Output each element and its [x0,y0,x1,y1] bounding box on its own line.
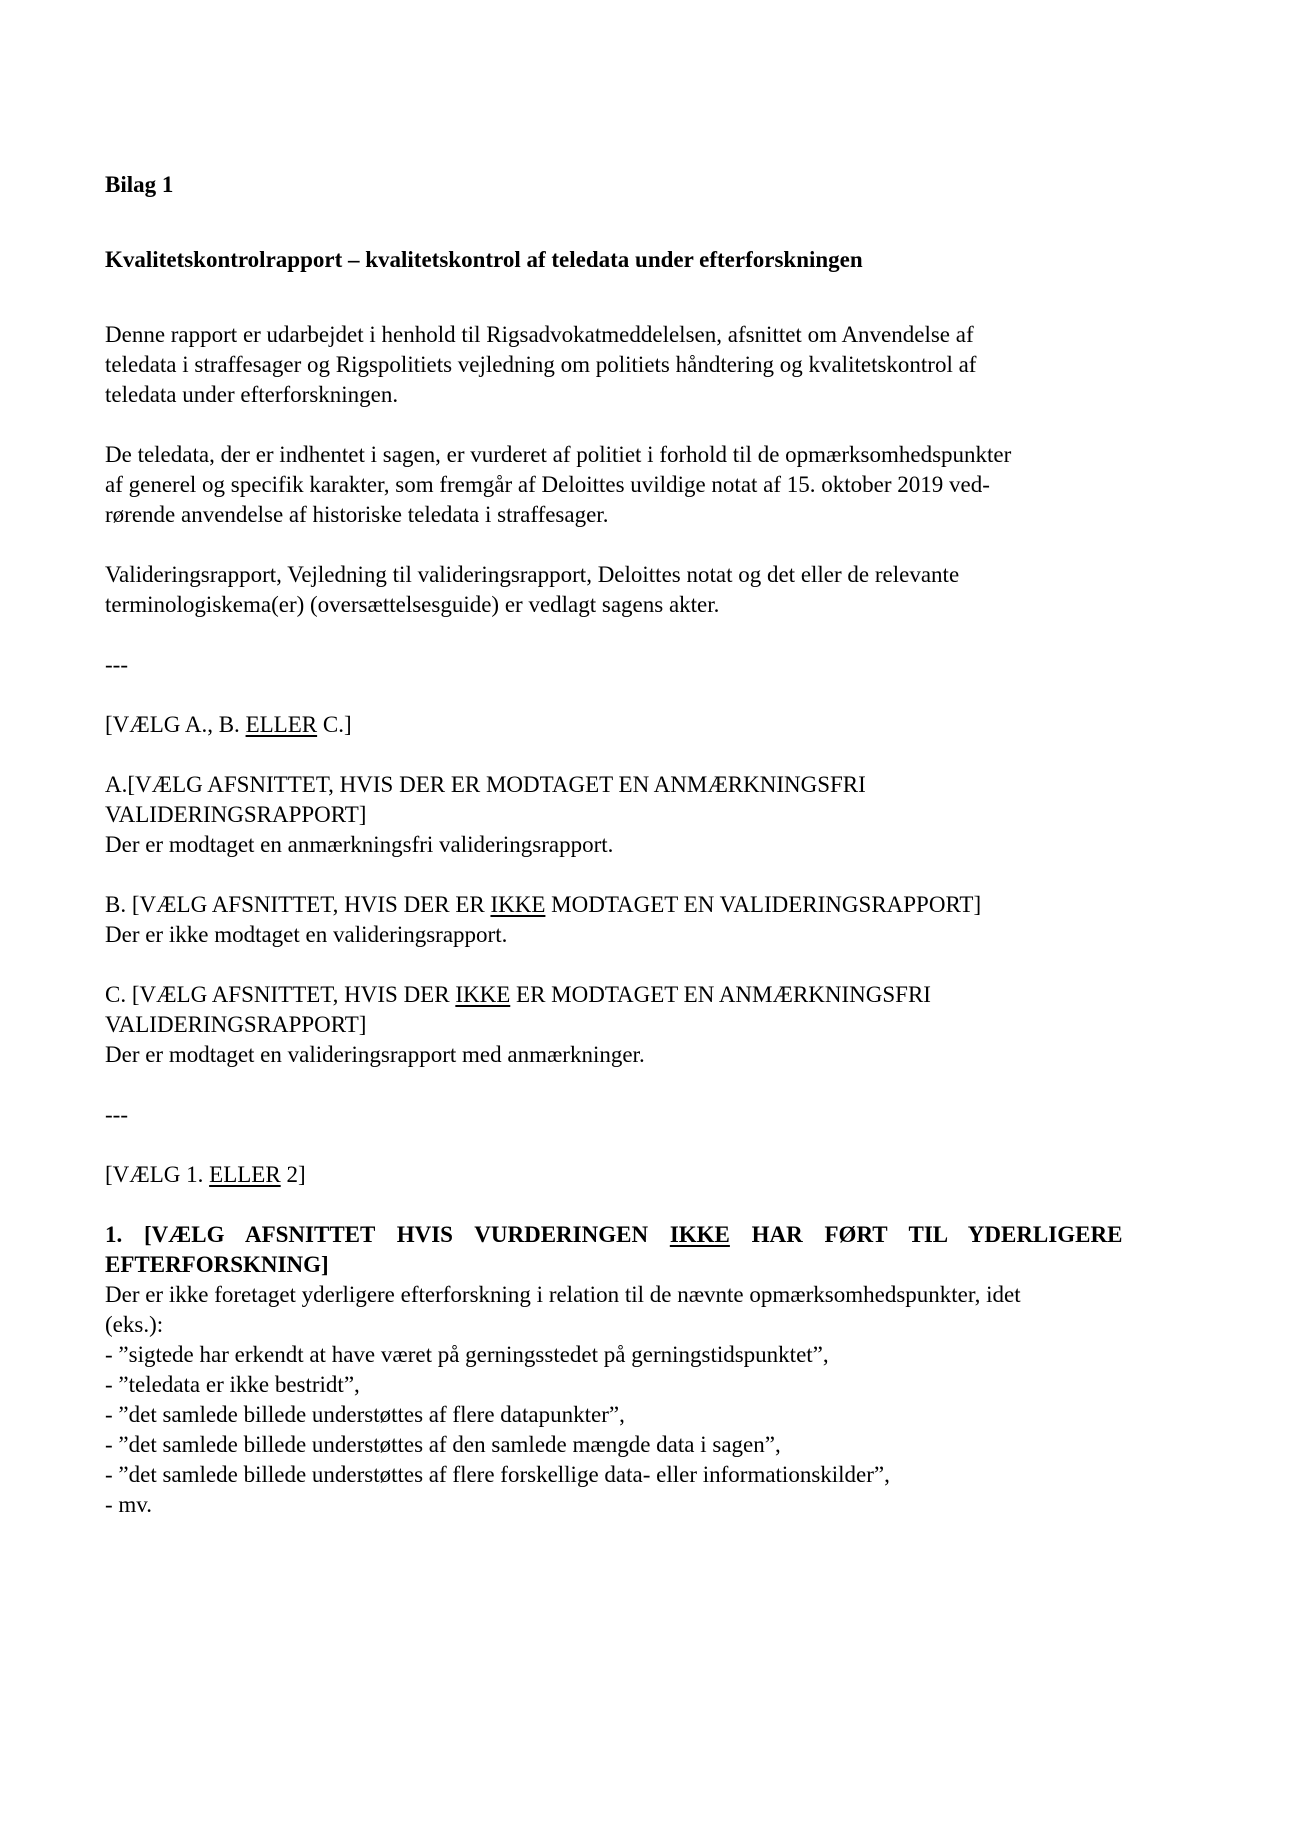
text-segment: [VÆLG 1. [105,1162,210,1187]
option-b-line-1 [105,890,1210,920]
option-a-line-2 [105,800,1210,830]
text-segment: rørende anvendelse af historiske teledata i straffesager. [105,502,609,527]
option-b [105,890,1210,950]
option-a-line-3 [105,830,1210,860]
intro-paragraph-1 [105,320,1210,410]
section-1-body-line-3 [105,1340,1210,1370]
intro-paragraph-2-line-2 [105,470,1210,500]
text-segment: Der er modtaget en anmærkningsfri valideringsrapport. [105,832,614,857]
separator-2 [105,1100,1210,1130]
underlined-text: IKKE [490,892,546,917]
text-segment: EFTERFORSKNING] [105,1252,329,1277]
document-title-line-1 [105,245,1210,275]
text-segment: Denne rapport er udarbejdet i henhold til Rigsadvokatmeddelelsen, afsnittet om Anvendelse af [105,322,974,347]
text-segment: teledata i straffesager og Rigspolitiets vejledning om politiets håndtering og kvalitetskontrol af [105,352,977,377]
document-content [105,170,1210,1550]
choice-12-instruction-line-1 [105,1160,1210,1190]
text-segment: - ”teledata er ikke bestridt”, [105,1372,360,1397]
text-segment: A.[VÆLG AFSNITTET, HVIS DER ER MODTAGET EN ANMÆRKNINGSFRI [105,772,866,797]
underlined-text: ELLER [245,712,318,737]
separator-1 [105,650,1210,680]
text-segment: (eks.): [105,1312,164,1337]
option-b-line-2 [105,920,1210,950]
text-segment: Bilag 1 [105,172,174,197]
section-1-body-line-7 [105,1460,1210,1490]
text-segment: - mv. [105,1492,153,1517]
document-title [105,245,1210,275]
option-c [105,980,1210,1070]
text-segment: 1. [VÆLG AFSNITTET HVIS VURDERINGEN [105,1222,670,1247]
separator-2-line-1 [105,1100,1210,1130]
text-segment: Der er ikke modtaget en valideringsrapport. [105,922,508,947]
intro-paragraph-1-line-2 [105,350,1210,380]
text-segment: Kvalitetskontrolrapport – kvalitetskontrol af teledata under efterforskningen [105,247,863,272]
text-segment: Valideringsrapport, Vejledning til valideringsrapport, Deloittes notat og det eller de relevante [105,562,960,587]
text-segment: teledata under efterforskningen. [105,382,399,407]
text-segment: 2] [280,1162,306,1187]
text-segment: ER MODTAGET EN ANMÆRKNINGSFRI [510,982,931,1007]
intro-paragraph-2 [105,440,1210,530]
intro-paragraph-1-line-3 [105,380,1210,410]
intro-paragraph-3 [105,560,1210,620]
section-1-body-line-8 [105,1490,1210,1520]
intro-paragraph-2-line-1 [105,440,1210,470]
section-1-heading-line-2 [105,1250,1210,1280]
text-segment: MODTAGET EN VALIDERINGSRAPPORT] [545,892,982,917]
section-1-body-line-2 [105,1310,1210,1340]
intro-paragraph-3-line-1 [105,560,1210,590]
section-1-body-line-4 [105,1370,1210,1400]
text-segment: C. [VÆLG AFSNITTET, HVIS DER [105,982,456,1007]
attachment-label [105,170,1210,200]
text-segment: C.] [317,712,352,737]
text-segment: af generel og specifik karakter, som fremgår af Deloittes uvildige notat af 15. oktober 2019 ved- [105,472,990,497]
text-segment: terminologiskema(er) (oversættelsesguide) er vedlagt sagens akter. [105,592,720,617]
text-segment: - ”det samlede billede understøttes af flere datapunkter”, [105,1402,625,1427]
separator-1-line-1 [105,650,1210,680]
section-1-heading [105,1220,1210,1280]
text-segment: - ”sigtede har erkendt at have været på gerningsstedet på gerningstidspunktet”, [105,1342,829,1367]
section-1-heading-line-1 [105,1220,1210,1250]
choice-abc-instruction-line-1 [105,710,1210,740]
text-segment: --- [105,652,128,677]
choice-abc-instruction [105,710,1210,740]
choice-12-instruction [105,1160,1210,1190]
section-1-body-line-6 [105,1430,1210,1460]
option-a [105,770,1210,860]
text-segment: VALIDERINGSRAPPORT] [105,1012,367,1037]
underlined-text: ELLER [209,1162,281,1187]
section-1-body-line-5 [105,1400,1210,1430]
text-segment: B. [VÆLG AFSNITTET, HVIS DER ER [105,892,491,917]
section-1-body [105,1280,1210,1520]
intro-paragraph-3-line-2 [105,590,1210,620]
text-segment: - ”det samlede billede understøttes af flere forskellige data- eller informationskilder”, [105,1462,890,1487]
section-1-body-line-1 [105,1280,1210,1310]
text-segment: Der er ikke foretaget yderligere efterforskning i relation til de nævnte opmærksomhedspunkter, idet [105,1282,1021,1307]
option-a-line-1 [105,770,1210,800]
underlined-text: IKKE [455,982,511,1007]
text-segment: HAR FØRT TIL YDERLIGERE [729,1222,1123,1247]
text-segment: Der er modtaget en valideringsrapport med anmærkninger. [105,1042,645,1067]
option-c-line-3 [105,1040,1210,1070]
option-c-line-2 [105,1010,1210,1040]
intro-paragraph-1-line-1 [105,320,1210,350]
text-segment: [VÆLG A., B. [105,712,246,737]
text-segment: De teledata, der er indhentet i sagen, er vurderet af politiet i forhold til de opmærksomhedspunkter [105,442,1012,467]
attachment-label-line-1 [105,170,1210,200]
text-segment: VALIDERINGSRAPPORT] [105,802,367,827]
underlined-text: IKKE [669,1222,730,1247]
option-c-line-1 [105,980,1210,1010]
intro-paragraph-2-line-3 [105,500,1210,530]
text-segment: - ”det samlede billede understøttes af den samlede mængde data i sagen”, [105,1432,781,1457]
text-segment: --- [105,1102,128,1127]
